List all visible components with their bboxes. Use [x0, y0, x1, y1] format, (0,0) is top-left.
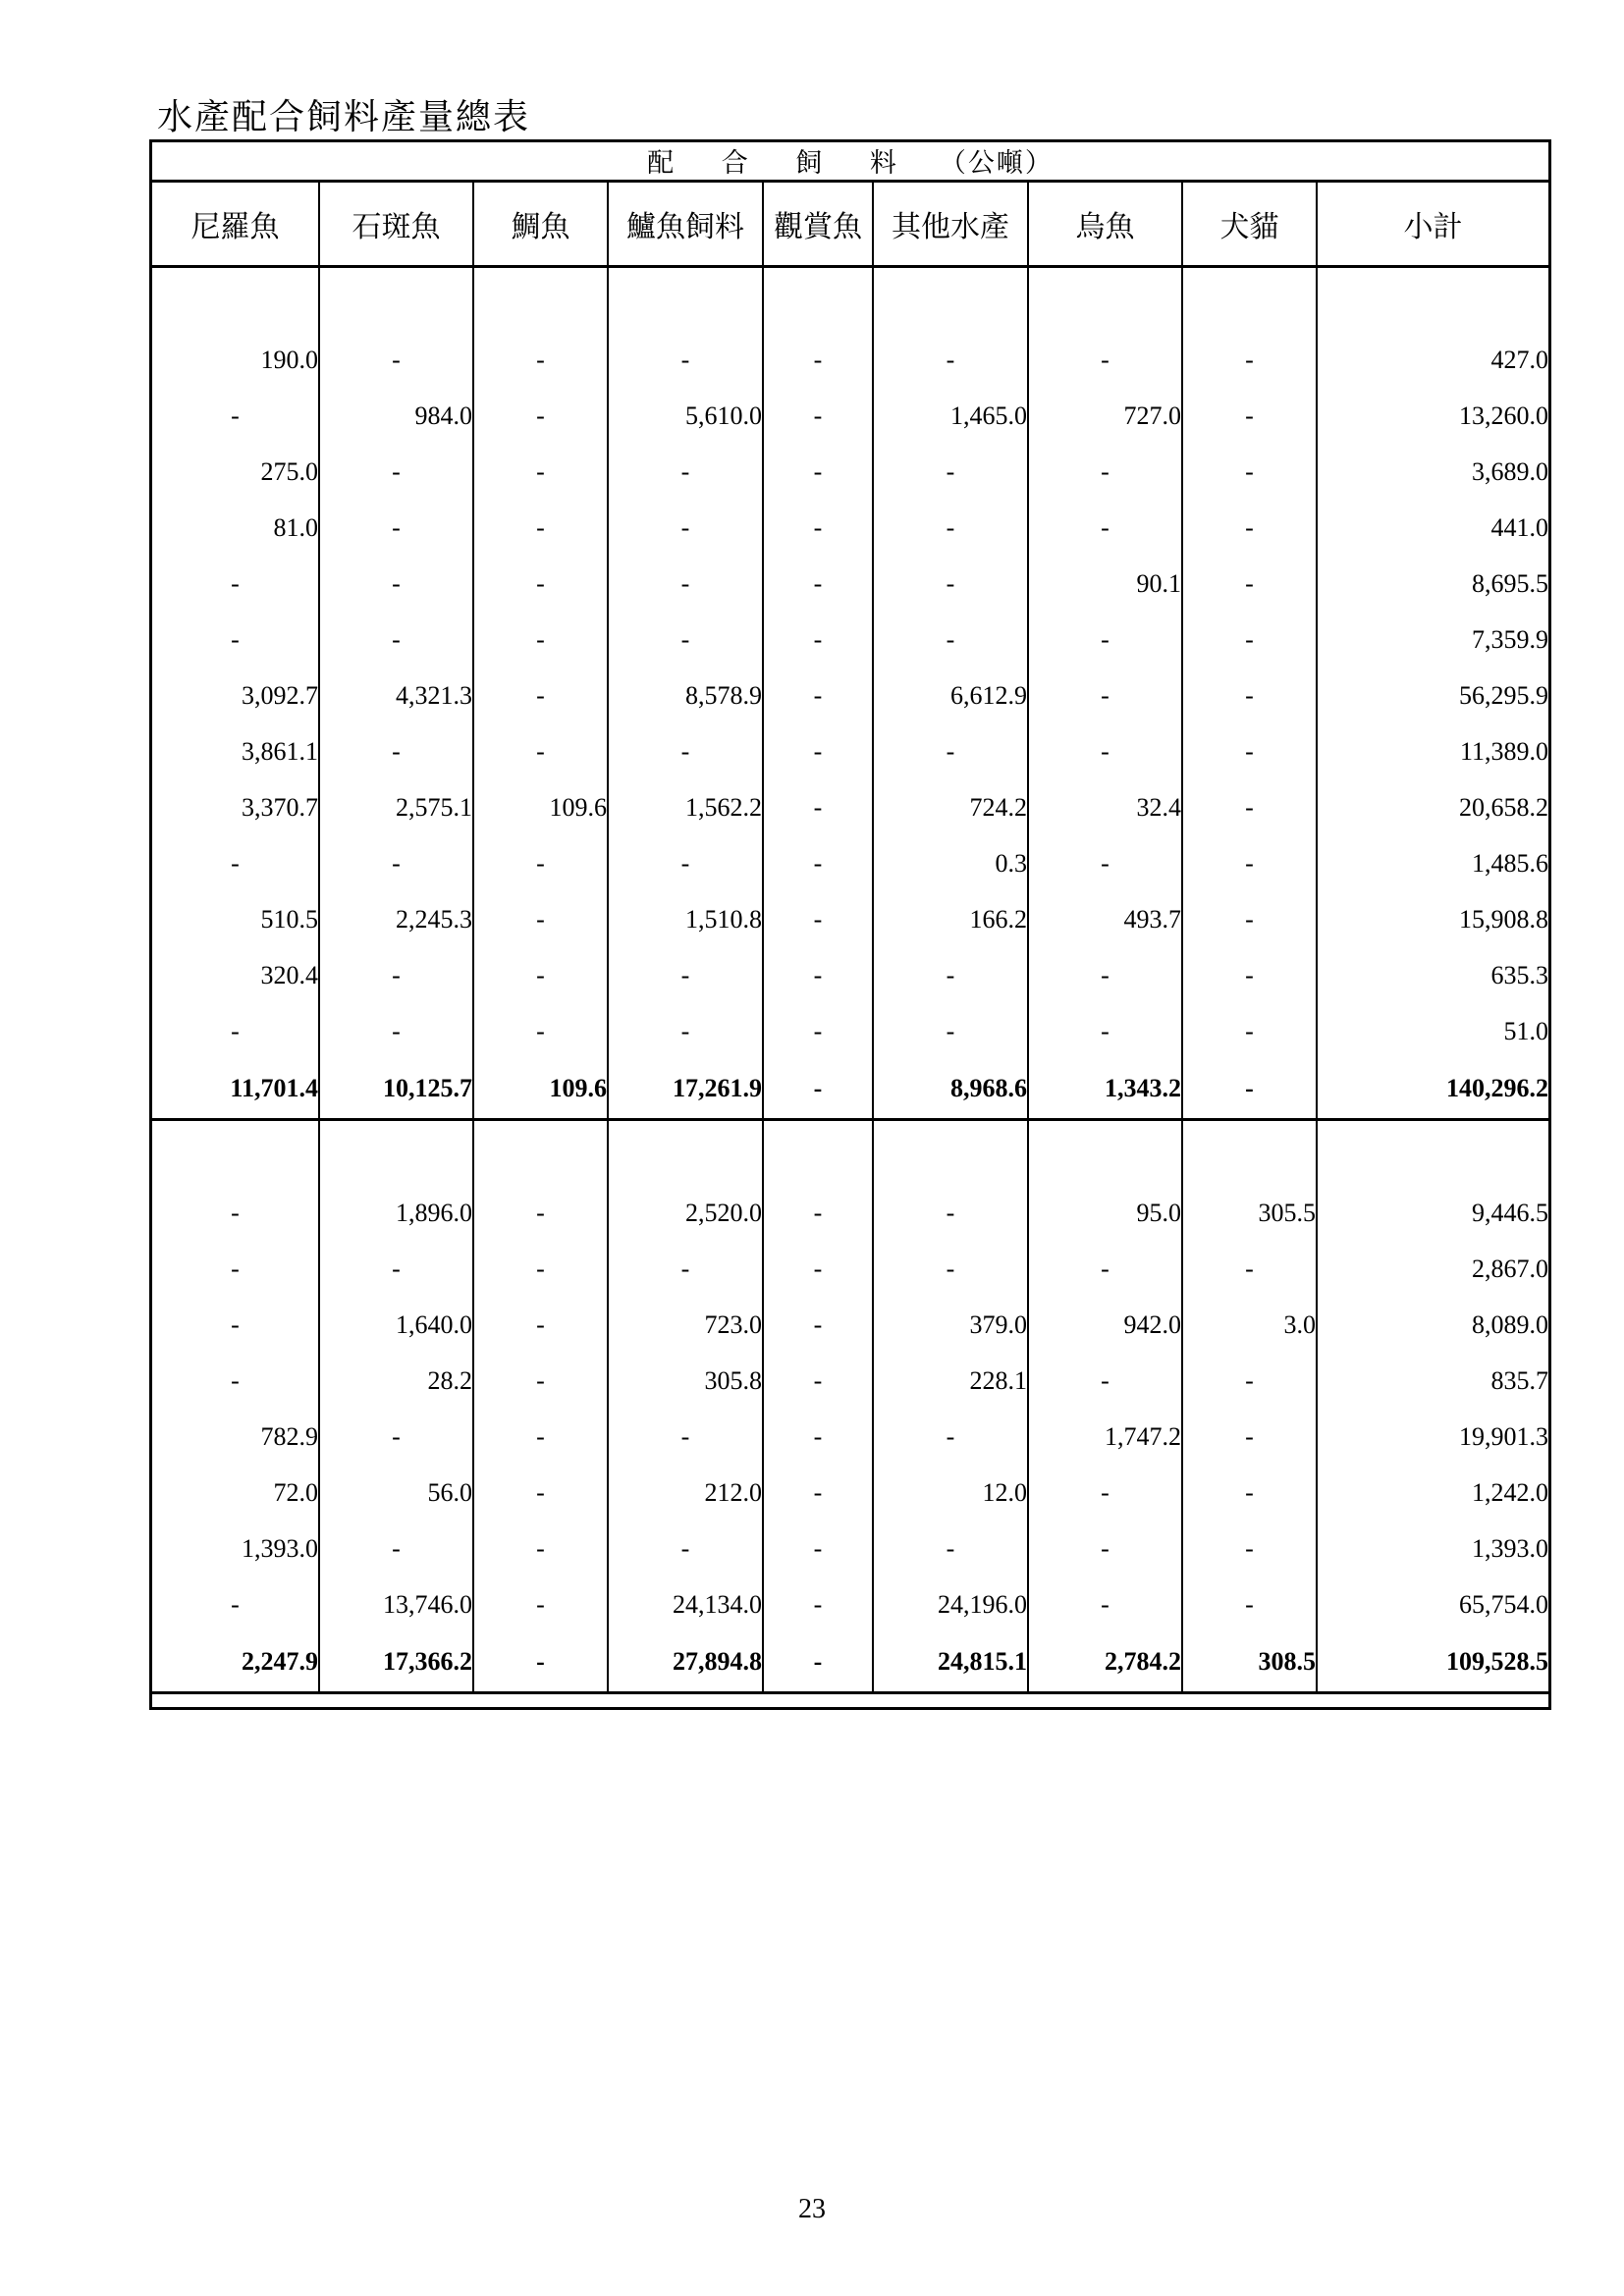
table-cell: 81.0	[152, 500, 319, 556]
table-cell: 835.7	[1490, 1365, 1549, 1395]
total-cell: 17,261.9	[608, 1059, 763, 1120]
total-cell: -	[763, 1059, 873, 1120]
table-cell: -	[1028, 723, 1182, 779]
table-cell: -	[873, 1185, 1028, 1241]
table-cell: 723.0	[608, 1297, 763, 1353]
table-cell: -	[1182, 556, 1317, 612]
table-cell: 28.2	[319, 1353, 473, 1409]
table-row	[152, 612, 1548, 667]
table-cell: -	[763, 1241, 873, 1297]
super-header-label: 配 合 飼 料	[647, 147, 916, 179]
table-cell: -	[873, 612, 1028, 667]
table-cell: -	[873, 444, 1028, 500]
table-cell: 190.0	[152, 332, 319, 388]
super-header-unit: （公噸）	[939, 147, 1054, 179]
spacer-cell	[473, 267, 608, 333]
spacer-cell	[873, 1120, 1028, 1186]
table-cell: 305.5	[1182, 1185, 1317, 1241]
table-cell: -	[1182, 1353, 1317, 1409]
column-header-row	[152, 182, 1548, 267]
table-cell: 51.0	[1503, 1016, 1549, 1045]
col-header-grouper: 石斑魚	[319, 182, 473, 267]
table-cell: -	[1182, 1003, 1317, 1059]
table-cell: 635.3	[1490, 960, 1549, 989]
table-row	[152, 1409, 1548, 1465]
col-header-dog-cat: 犬貓	[1182, 182, 1317, 267]
table-cell: -	[1028, 444, 1182, 500]
table-cell: 3.0	[1182, 1297, 1317, 1353]
table-cell: 8,089.0	[1472, 1309, 1549, 1339]
table-row	[152, 1576, 1548, 1632]
table-cell: -	[1028, 1576, 1182, 1632]
table-row	[152, 1353, 1548, 1409]
table-cell: -	[1182, 388, 1317, 444]
table-cell: -	[1028, 500, 1182, 556]
table-cell: -	[473, 388, 608, 444]
table-cell: 1,485.6	[1472, 848, 1549, 878]
table-cell: -	[1182, 1576, 1317, 1632]
table-cell: 3,092.7	[152, 667, 319, 723]
total-cell: 109,528.5	[1317, 1632, 1548, 1693]
table-cell: -	[1182, 835, 1317, 891]
table-cell: 984.0	[319, 388, 473, 444]
table-cell: -	[873, 500, 1028, 556]
table-cell: -	[319, 500, 473, 556]
table-cell: -	[473, 1409, 608, 1465]
table-cell: -	[763, 891, 873, 947]
table-cell: -	[873, 1521, 1028, 1576]
table-cell: -	[873, 1003, 1028, 1059]
table-cell: -	[763, 1576, 873, 1632]
table-cell: -	[1028, 1003, 1182, 1059]
table-cell: -	[1182, 947, 1317, 1003]
spacer-row	[152, 267, 1548, 333]
table-cell: -	[473, 947, 608, 1003]
table-cell: -	[473, 667, 608, 723]
table-cell: 228.1	[873, 1353, 1028, 1409]
table-cell: -	[763, 1297, 873, 1353]
table-cell: 20,658.2	[1459, 792, 1549, 822]
table-cell: -	[763, 1185, 873, 1241]
table-cell: -	[608, 444, 763, 500]
table-cell: -	[1028, 332, 1182, 388]
table-cell: 90.1	[1028, 556, 1182, 612]
page-title: 水產配合飼料產量總表	[157, 97, 531, 137]
table-cell: 1,747.2	[1028, 1409, 1182, 1465]
table-cell: -	[608, 947, 763, 1003]
table-cell: 275.0	[152, 444, 319, 500]
table-cell: -	[473, 1241, 608, 1297]
table-cell: -	[319, 612, 473, 667]
table-cell: -	[1182, 612, 1317, 667]
table-cell: -	[763, 667, 873, 723]
table-cell: -	[473, 1185, 608, 1241]
table-cell: -	[152, 1003, 319, 1059]
table-cell: -	[763, 1465, 873, 1521]
col-header-sea-bream: 鯛魚	[473, 182, 608, 267]
table-cell: 19,901.3	[1459, 1421, 1549, 1451]
table-cell: -	[1182, 891, 1317, 947]
table-row	[152, 891, 1548, 947]
table-cell: -	[608, 723, 763, 779]
table-cell: 5,610.0	[608, 388, 763, 444]
table-cell: -	[763, 723, 873, 779]
table-cell: 1,465.0	[873, 388, 1028, 444]
table-cell: 1,896.0	[319, 1185, 473, 1241]
table-cell: -	[473, 332, 608, 388]
table-row	[152, 444, 1548, 500]
table-cell: 3,370.7	[152, 779, 319, 835]
table-cell: -	[319, 1003, 473, 1059]
table-row	[152, 835, 1548, 891]
table-cell: 2,867.0	[1472, 1254, 1549, 1283]
table-cell: 13,260.0	[1459, 400, 1549, 430]
spacer-cell	[608, 1120, 763, 1186]
total-cell: 2,784.2	[1028, 1632, 1182, 1693]
table-cell: -	[873, 332, 1028, 388]
table-cell: 1,510.8	[608, 891, 763, 947]
table-cell: 942.0	[1028, 1297, 1182, 1353]
table-cell: 782.9	[152, 1409, 319, 1465]
page-number: 23	[798, 2194, 826, 2224]
table-row	[152, 947, 1548, 1003]
table-cell: -	[1028, 612, 1182, 667]
section-2	[152, 1120, 1548, 1693]
table-row	[152, 1241, 1548, 1297]
total-cell: 1,343.2	[1028, 1059, 1182, 1120]
table-cell: 8,695.5	[1472, 568, 1549, 598]
table-cell: 493.7	[1028, 891, 1182, 947]
col-header-subtotal: 小計	[1317, 182, 1548, 267]
table-cell: -	[763, 388, 873, 444]
table-cell: -	[1028, 835, 1182, 891]
total-cell: 8,968.6	[873, 1059, 1028, 1120]
total-cell: -	[763, 1632, 873, 1693]
table-cell: -	[873, 723, 1028, 779]
spacer-cell	[152, 1120, 319, 1186]
table-cell: -	[473, 723, 608, 779]
table-cell: -	[1182, 1465, 1317, 1521]
feed-production-table	[152, 140, 1548, 1694]
table-cell: 24,196.0	[873, 1576, 1028, 1632]
table-cell: -	[473, 1003, 608, 1059]
spacer-cell	[763, 267, 873, 333]
table-cell: -	[473, 556, 608, 612]
table-cell: -	[319, 1241, 473, 1297]
table-cell: 32.4	[1028, 779, 1182, 835]
table-row	[152, 556, 1548, 612]
table-cell: -	[763, 332, 873, 388]
table-cell: -	[763, 1353, 873, 1409]
table-cell: -	[473, 1576, 608, 1632]
table-cell: -	[763, 835, 873, 891]
table-cell: 727.0	[1028, 388, 1182, 444]
table-cell: -	[608, 1241, 763, 1297]
total-cell: 140,296.2	[1317, 1059, 1548, 1120]
col-header-sea-bass-feed: 鱸魚飼料	[608, 182, 763, 267]
spacer-cell	[763, 1120, 873, 1186]
table-cell: -	[608, 556, 763, 612]
table-cell: -	[473, 612, 608, 667]
spacer-row	[152, 1120, 1548, 1186]
spacer-cell	[873, 267, 1028, 333]
table-cell: 2,245.3	[319, 891, 473, 947]
table-cell: -	[1182, 444, 1317, 500]
table-cell: 72.0	[152, 1465, 319, 1521]
table-cell: -	[152, 612, 319, 667]
table-cell: -	[473, 835, 608, 891]
table-cell: 6,612.9	[873, 667, 1028, 723]
table-cell: 441.0	[1490, 512, 1549, 542]
table-cell: 65,754.0	[1459, 1589, 1549, 1619]
table-cell: 13,746.0	[319, 1576, 473, 1632]
table-cell: -	[608, 1003, 763, 1059]
table-cell: -	[763, 947, 873, 1003]
table-cell: -	[1182, 1521, 1317, 1576]
table-cell: -	[152, 1353, 319, 1409]
table-cell: 11,389.0	[1459, 736, 1549, 766]
table-cell: -	[473, 500, 608, 556]
table-cell: -	[1182, 779, 1317, 835]
table-cell: 24,134.0	[608, 1576, 763, 1632]
table-cell: -	[319, 947, 473, 1003]
table-cell: 7,359.9	[1472, 624, 1549, 654]
table-cell: -	[763, 1409, 873, 1465]
table-row	[152, 723, 1548, 779]
table-row	[152, 667, 1548, 723]
table-cell: -	[473, 1297, 608, 1353]
table-cell: -	[319, 556, 473, 612]
table-row	[152, 1297, 1548, 1353]
table-cell: 2,575.1	[319, 779, 473, 835]
table-cell: -	[152, 388, 319, 444]
table-cell: -	[473, 1353, 608, 1409]
table-cell: 12.0	[873, 1465, 1028, 1521]
table-cell: -	[608, 1521, 763, 1576]
total-cell: 2,247.9	[152, 1632, 319, 1693]
table-cell: -	[319, 444, 473, 500]
table-cell: -	[152, 1185, 319, 1241]
total-row	[152, 1632, 1548, 1693]
table-cell: 1,640.0	[319, 1297, 473, 1353]
col-header-mullet: 烏魚	[1028, 182, 1182, 267]
total-cell: -	[1182, 1059, 1317, 1120]
table-row	[152, 1465, 1548, 1521]
spacer-cell	[319, 267, 473, 333]
table-cell: -	[319, 332, 473, 388]
table-cell: -	[319, 835, 473, 891]
table-cell: -	[873, 1409, 1028, 1465]
table-cell: -	[873, 1241, 1028, 1297]
table-cell: 9,446.5	[1472, 1198, 1549, 1227]
spacer-cell	[1317, 267, 1548, 333]
table-cell: 4,321.3	[319, 667, 473, 723]
table-cell: 109.6	[473, 779, 608, 835]
table-cell: 724.2	[873, 779, 1028, 835]
table-cell: -	[1028, 947, 1182, 1003]
table-cell: -	[608, 612, 763, 667]
table-cell: -	[152, 835, 319, 891]
spacer-cell	[319, 1120, 473, 1186]
table-cell: -	[152, 1241, 319, 1297]
table-cell: 3,861.1	[152, 723, 319, 779]
table-cell: -	[763, 1521, 873, 1576]
col-header-tilapia: 尼羅魚	[152, 182, 319, 267]
table-cell: 1,393.0	[152, 1521, 319, 1576]
table-cell: -	[1182, 332, 1317, 388]
table-cell: -	[1028, 667, 1182, 723]
table-row	[152, 1003, 1548, 1059]
table-cell: -	[1182, 723, 1317, 779]
table-cell: 1,242.0	[1472, 1477, 1549, 1507]
table-cell: 8,578.9	[608, 667, 763, 723]
section-1	[152, 267, 1548, 1120]
table-cell: 1,562.2	[608, 779, 763, 835]
total-cell: -	[473, 1632, 608, 1693]
table-cell: -	[1182, 1409, 1317, 1465]
table-cell: -	[763, 444, 873, 500]
table-cell: 379.0	[873, 1297, 1028, 1353]
table-cell: 15,908.8	[1459, 904, 1549, 934]
table-cell: -	[1028, 1353, 1182, 1409]
table-cell: 95.0	[1028, 1185, 1182, 1241]
table-cell: 0.3	[873, 835, 1028, 891]
table-cell: -	[319, 723, 473, 779]
spacer-cell	[1028, 267, 1182, 333]
table-cell: 212.0	[608, 1465, 763, 1521]
table-row	[152, 332, 1548, 388]
table-row	[152, 388, 1548, 444]
table-cell: 510.5	[152, 891, 319, 947]
spacer-cell	[1317, 1120, 1548, 1186]
total-row	[152, 1059, 1548, 1120]
table-cell: 56,295.9	[1459, 680, 1549, 710]
table-cell: -	[1182, 500, 1317, 556]
table-cell: 3,689.0	[1472, 456, 1549, 486]
spacer-cell	[473, 1120, 608, 1186]
table-cell: -	[1028, 1521, 1182, 1576]
super-header	[152, 140, 1548, 182]
total-cell: 17,366.2	[319, 1632, 473, 1693]
total-cell: 10,125.7	[319, 1059, 473, 1120]
table-cell: 305.8	[608, 1353, 763, 1409]
total-cell: 109.6	[473, 1059, 608, 1120]
table-cell: -	[473, 1521, 608, 1576]
table-cell: -	[763, 1003, 873, 1059]
table-cell: -	[152, 1297, 319, 1353]
total-cell: 24,815.1	[873, 1632, 1028, 1693]
table-cell: 166.2	[873, 891, 1028, 947]
table-cell: -	[763, 612, 873, 667]
col-header-other-aquatic: 其他水產	[873, 182, 1028, 267]
table-cell: -	[473, 444, 608, 500]
table-cell: -	[152, 1576, 319, 1632]
col-header-ornamental-fish: 觀賞魚	[763, 182, 873, 267]
table-cell: -	[473, 891, 608, 947]
table-cell: -	[319, 1409, 473, 1465]
table-cell: -	[608, 835, 763, 891]
table-cell: -	[1028, 1241, 1182, 1297]
spacer-cell	[152, 267, 319, 333]
table-cell: -	[319, 1521, 473, 1576]
table-cell: -	[473, 1465, 608, 1521]
table-cell: -	[873, 947, 1028, 1003]
table-row	[152, 779, 1548, 835]
table-cell: 2,520.0	[608, 1185, 763, 1241]
table-cell: -	[1182, 667, 1317, 723]
table-cell: 1,393.0	[1472, 1533, 1549, 1563]
spacer-cell	[1182, 1120, 1317, 1186]
table-row	[152, 1521, 1548, 1576]
total-cell: 11,701.4	[152, 1059, 319, 1120]
table-cell: -	[152, 556, 319, 612]
table-cell: 320.4	[152, 947, 319, 1003]
table-cell: -	[1028, 1465, 1182, 1521]
table-cell: -	[763, 556, 873, 612]
table-cell: -	[763, 779, 873, 835]
spacer-cell	[1182, 267, 1317, 333]
table-cell: -	[873, 556, 1028, 612]
table-cell: 56.0	[319, 1465, 473, 1521]
table-cell: -	[608, 500, 763, 556]
table-cell: -	[763, 500, 873, 556]
table-cell: -	[608, 1409, 763, 1465]
spacer-cell	[1028, 1120, 1182, 1186]
table-cell: -	[608, 332, 763, 388]
total-cell: 27,894.8	[608, 1632, 763, 1693]
table-cell: -	[1182, 1241, 1317, 1297]
table-row	[152, 500, 1548, 556]
total-cell: 308.5	[1182, 1632, 1317, 1693]
table-row	[152, 1185, 1548, 1241]
spacer-cell	[608, 267, 763, 333]
table-cell: 427.0	[1490, 345, 1549, 374]
